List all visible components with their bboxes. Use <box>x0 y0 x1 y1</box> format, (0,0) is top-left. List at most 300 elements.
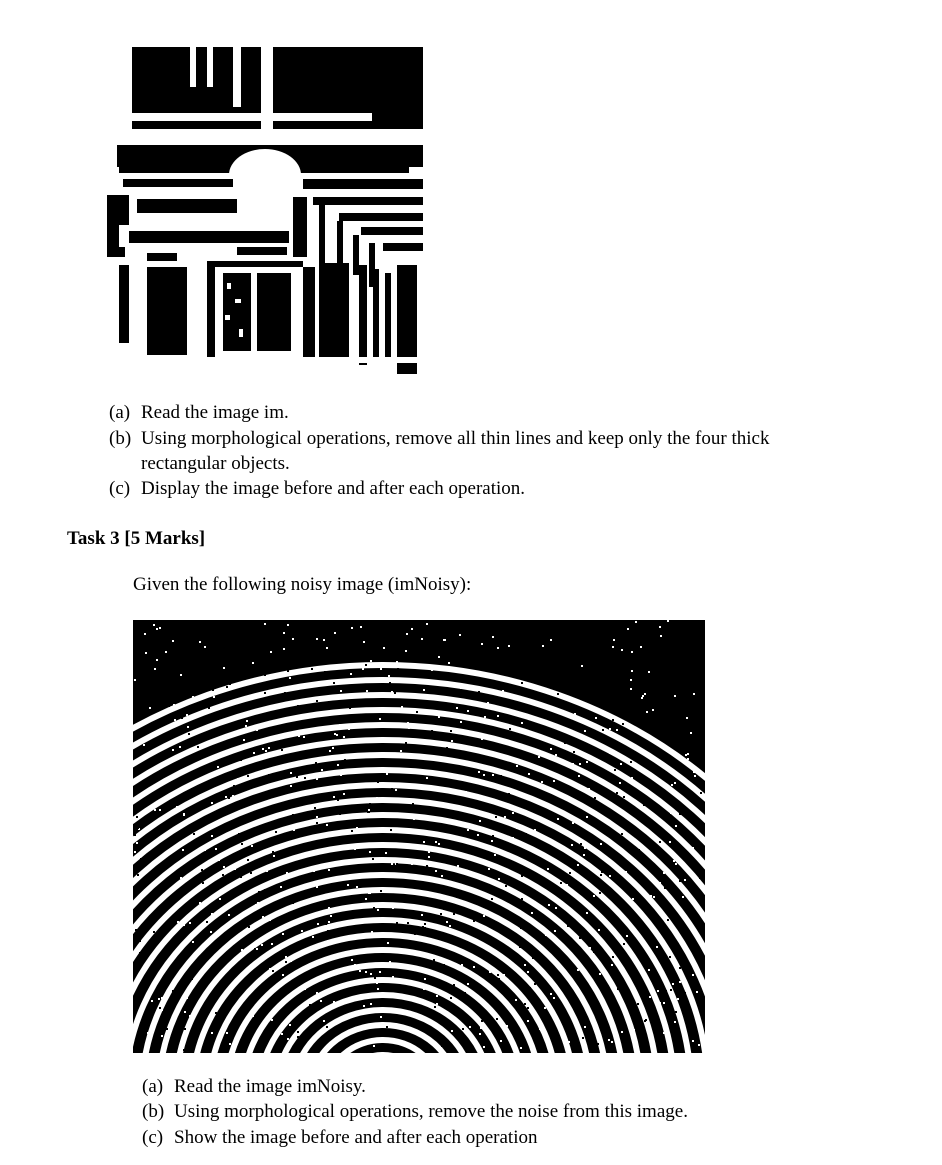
noise-speck <box>264 889 266 891</box>
noise-speck <box>609 728 611 730</box>
noise-speck <box>638 849 640 851</box>
noise-speck <box>479 1033 481 1035</box>
noise-speck <box>663 872 665 874</box>
noise-speck <box>675 1011 677 1013</box>
noise-speck <box>194 845 196 847</box>
noise-speck <box>256 668 258 670</box>
noise-speck <box>182 849 184 851</box>
noise-speck <box>145 652 147 654</box>
noise-speck <box>369 851 371 853</box>
noise-speck <box>565 1023 567 1025</box>
noise-speck <box>515 999 517 1001</box>
noise-speck <box>156 628 158 630</box>
noise-speck <box>370 1003 372 1005</box>
noise-speck <box>424 923 426 925</box>
noise-speck <box>443 908 445 910</box>
noise-speck <box>255 904 257 906</box>
noise-speck <box>441 991 443 993</box>
noise-speck <box>679 981 681 983</box>
noise-speck <box>272 970 274 972</box>
noise-speck <box>672 983 674 985</box>
noise-speck <box>191 760 193 762</box>
noise-speck <box>268 747 270 749</box>
noise-speck <box>599 892 601 894</box>
noise-speck <box>489 971 491 973</box>
noise-speck <box>311 668 313 670</box>
item-text: Read the image imNoisy. <box>174 1076 366 1097</box>
noise-speck <box>243 739 245 741</box>
noise-speck <box>334 733 336 735</box>
noise-speck <box>348 728 350 730</box>
noise-speck <box>625 871 627 873</box>
noise-speck <box>556 890 558 892</box>
noise-speck <box>365 898 367 900</box>
noise-speck <box>187 726 189 728</box>
noise-speck <box>328 907 330 909</box>
noise-speck <box>665 990 667 992</box>
noise-speck <box>492 825 494 827</box>
noise-speck <box>426 740 428 742</box>
noise-speck <box>395 789 397 791</box>
noise-speck <box>631 670 633 672</box>
noise-speck <box>261 944 263 946</box>
noise-speck <box>297 705 299 707</box>
noise-speck <box>436 1003 438 1005</box>
noise-speck <box>547 1026 549 1028</box>
noise-speck <box>641 697 643 699</box>
noise-speck <box>217 766 219 768</box>
item-text: Read the image im. <box>141 402 289 423</box>
noise-speck <box>600 874 602 876</box>
noise-speck <box>135 639 137 641</box>
noise-speck <box>531 912 533 914</box>
noise-speck <box>631 777 633 779</box>
noise-speck <box>599 973 601 975</box>
noise-speck <box>140 858 142 860</box>
noise-speck <box>687 753 689 755</box>
noise-speck <box>264 692 266 694</box>
noise-speck <box>469 1026 471 1028</box>
noise-speck <box>521 898 523 900</box>
noise-speck <box>197 746 199 748</box>
noise-speck <box>213 696 215 698</box>
noise-speck <box>495 816 497 818</box>
noise-speck <box>645 879 647 881</box>
noise-speck <box>686 717 688 719</box>
noise-speck <box>311 1040 313 1042</box>
noise-speck <box>324 671 326 673</box>
noise-speck <box>586 912 588 914</box>
noise-speck <box>438 656 440 658</box>
noise-speck <box>652 709 654 711</box>
noise-speck <box>174 905 176 907</box>
noise-speck <box>316 816 318 818</box>
noise-speck <box>333 796 335 798</box>
noise-speck <box>612 719 614 721</box>
noise-speck <box>431 669 433 671</box>
noise-speck <box>586 816 588 818</box>
noise-speck <box>300 849 302 851</box>
noise-speck <box>247 859 249 861</box>
noise-speck <box>376 653 378 655</box>
noise-speck <box>678 747 680 749</box>
noise-speck <box>460 721 462 723</box>
noise-speck <box>339 815 341 817</box>
noise-speck <box>646 716 648 718</box>
noise-speck <box>211 813 213 815</box>
noise-speck <box>451 740 453 742</box>
noise-speck <box>694 775 696 777</box>
noise-speck <box>406 633 408 635</box>
noise-speck <box>244 988 246 990</box>
noise-speck <box>401 706 403 708</box>
noise-speck <box>252 1015 254 1017</box>
noise-speck <box>336 734 338 736</box>
noise-speck <box>572 763 574 765</box>
noise-speck <box>199 641 201 643</box>
noise-speck <box>228 914 230 916</box>
noise-speck <box>674 713 676 715</box>
noise-speck <box>541 781 543 783</box>
noise-speck <box>326 1026 328 1028</box>
noise-speck <box>676 654 678 656</box>
noise-speck <box>215 848 217 850</box>
noise-speck <box>632 931 634 933</box>
noise-speck <box>434 1006 436 1008</box>
noise-speck <box>579 763 581 765</box>
item-text: Using morphological operations, remove the noise from this image. <box>174 1101 688 1122</box>
noise-speck <box>137 827 139 829</box>
noise-speck <box>572 822 574 824</box>
noise-speck <box>660 631 662 633</box>
noise-speck <box>297 1036 299 1038</box>
noise-speck <box>670 989 672 991</box>
noise-speck <box>165 651 167 653</box>
noise-speck <box>396 922 398 924</box>
noise-speck <box>508 645 510 647</box>
noise-speck <box>183 1049 185 1051</box>
noise-speck <box>373 1045 375 1047</box>
noise-speck <box>423 761 425 763</box>
noise-speck <box>390 881 392 883</box>
noise-speck <box>169 680 171 682</box>
noise-speck <box>588 747 590 749</box>
noise-speck <box>289 1024 291 1026</box>
noise-speck <box>701 658 703 660</box>
noise-speck <box>426 865 428 867</box>
noise-speck <box>257 991 259 993</box>
noise-speck <box>590 830 592 832</box>
noise-speck <box>677 998 679 1000</box>
noise-speck <box>351 690 353 692</box>
noise-speck <box>700 736 702 738</box>
noise-speck <box>323 1020 325 1022</box>
noise-speck <box>192 696 194 698</box>
noise-speck <box>544 1007 546 1009</box>
noise-speck <box>379 971 381 973</box>
item-label: (b) <box>142 1101 165 1122</box>
noise-speck <box>174 719 176 721</box>
noise-speck <box>630 688 632 690</box>
noise-speck <box>675 626 677 628</box>
noise-speck <box>469 897 471 899</box>
noise-speck <box>494 854 496 856</box>
noise-speck <box>630 761 632 763</box>
noise-speck <box>306 641 308 643</box>
noise-speck <box>566 884 568 886</box>
noise-speck <box>430 888 432 890</box>
noise-speck <box>519 673 521 675</box>
noise-speck <box>571 844 573 846</box>
noise-speck <box>583 854 585 856</box>
noise-speck <box>685 754 687 756</box>
noise-speck <box>315 762 317 764</box>
noise-speck <box>476 1034 478 1036</box>
noise-speck <box>351 959 353 961</box>
noise-speck <box>405 650 407 652</box>
noise-speck <box>413 876 415 878</box>
noise-speck <box>664 887 666 889</box>
noise-speck <box>188 979 190 981</box>
noise-speck <box>496 1018 498 1020</box>
noise-speck <box>609 752 611 754</box>
noise-speck <box>557 693 559 695</box>
noise-speck <box>262 916 264 918</box>
noise-speck <box>237 778 239 780</box>
noise-speck <box>459 634 461 636</box>
noise-speck <box>143 927 145 929</box>
noise-speck <box>371 651 373 653</box>
noise-speck <box>528 773 530 775</box>
noise-speck <box>251 845 253 847</box>
noise-speck <box>497 974 499 976</box>
noise-speck <box>269 968 271 970</box>
noise-speck <box>623 962 625 964</box>
noise-speck <box>498 878 500 880</box>
noise-speck <box>512 935 514 937</box>
noise-speck <box>416 1016 418 1018</box>
noise-speck <box>393 930 395 932</box>
noise-speck <box>351 830 353 832</box>
noise-speck <box>527 1020 529 1022</box>
noise-speck <box>456 896 458 898</box>
noise-speck <box>489 800 491 802</box>
noise-speck <box>484 716 486 718</box>
noise-speck <box>663 1032 665 1034</box>
noise-speck <box>287 670 289 672</box>
noise-speck <box>525 1049 527 1051</box>
noise-speck <box>271 1019 273 1021</box>
noise-speck <box>352 1042 354 1044</box>
noise-speck <box>347 820 349 822</box>
noise-speck <box>289 677 291 679</box>
noise-speck <box>679 880 681 882</box>
noise-speck <box>306 818 308 820</box>
noise-speck <box>368 892 370 894</box>
noise-speck <box>622 723 624 725</box>
noise-speck <box>326 824 328 826</box>
noise-speck <box>290 772 292 774</box>
noise-speck <box>648 969 650 971</box>
noise-speck <box>211 1032 213 1034</box>
noise-speck <box>603 674 605 676</box>
noise-speck <box>473 966 475 968</box>
noise-speck <box>183 924 185 926</box>
noise-speck <box>250 872 252 874</box>
noise-speck <box>450 730 452 732</box>
noise-speck <box>334 632 336 634</box>
noise-speck <box>587 876 589 878</box>
noise-speck <box>584 1026 586 1028</box>
noise-speck <box>527 947 529 949</box>
noise-speck <box>298 1002 300 1004</box>
noise-speck <box>297 1031 299 1033</box>
noise-speck <box>601 905 603 907</box>
noise-speck <box>626 935 628 937</box>
noise-speck <box>214 1000 216 1002</box>
noise-speck <box>328 869 330 871</box>
noise-speck <box>550 639 552 641</box>
noise-speck <box>371 931 373 933</box>
noise-speck <box>146 939 148 941</box>
noise-speck <box>360 674 362 676</box>
noise-speck <box>580 839 582 841</box>
noise-speck <box>321 939 323 941</box>
noise-speck <box>673 860 675 862</box>
noise-speck <box>512 837 514 839</box>
noise-speck <box>621 1031 623 1033</box>
noise-speck <box>181 717 183 719</box>
noise-speck <box>147 1032 149 1034</box>
noise-speck <box>407 722 409 724</box>
noise-speck <box>453 984 455 986</box>
noise-speck <box>391 788 393 790</box>
noise-speck <box>326 647 328 649</box>
noise-speck <box>647 1045 649 1047</box>
noise-speck <box>545 755 547 757</box>
noise-speck <box>698 1044 700 1046</box>
noise-speck <box>652 823 654 825</box>
noise-speck <box>424 672 426 674</box>
noise-speck <box>692 1040 694 1042</box>
noise-speck <box>238 772 240 774</box>
noise-speck <box>154 668 156 670</box>
noise-speck <box>461 633 463 635</box>
noise-speck <box>316 886 318 888</box>
noise-speck <box>215 740 217 742</box>
noise-speck <box>568 1041 570 1043</box>
noise-speck <box>333 682 335 684</box>
noise-speck <box>223 880 225 882</box>
noise-speck <box>177 844 179 846</box>
noise-speck <box>349 707 351 709</box>
noise-speck <box>365 703 367 705</box>
noise-speck <box>383 647 385 649</box>
noise-speck <box>428 851 430 853</box>
noise-speck <box>215 1012 217 1014</box>
noise-speck <box>621 649 623 651</box>
noise-speck <box>611 964 613 966</box>
noise-speck <box>316 837 318 839</box>
noise-speck <box>659 626 661 628</box>
noise-speck <box>545 934 547 936</box>
noise-speck <box>637 629 639 631</box>
noise-speck <box>201 869 203 871</box>
noise-speck <box>492 774 494 776</box>
noise-speck <box>332 747 334 749</box>
noise-speck <box>554 649 556 651</box>
noise-speck <box>279 1013 281 1015</box>
noise-speck <box>643 804 645 806</box>
noise-speck <box>555 907 557 909</box>
noise-speck <box>509 728 511 730</box>
noise-speck <box>521 722 523 724</box>
noise-speck <box>632 787 634 789</box>
noise-speck <box>548 904 550 906</box>
noise-speck <box>153 945 155 947</box>
noise-speck <box>340 748 342 750</box>
noise-speck <box>587 730 589 732</box>
noise-speck <box>555 754 557 756</box>
noise-speck <box>541 690 543 692</box>
noise-speck <box>266 870 268 872</box>
noise-speck <box>429 865 431 867</box>
noise-speck <box>557 818 559 820</box>
noise-speck <box>441 875 443 877</box>
noise-speck <box>301 930 303 932</box>
noise-speck <box>351 627 353 629</box>
noise-speck <box>601 871 603 873</box>
noise-speck <box>379 704 381 706</box>
noise-speck <box>380 890 382 892</box>
noise-speck <box>296 776 298 778</box>
noise-speck <box>671 957 673 959</box>
noise-speck <box>508 793 510 795</box>
noise-speck <box>343 793 345 795</box>
noise-speck <box>467 829 469 831</box>
noise-speck <box>159 627 161 629</box>
noise-speck <box>373 907 375 909</box>
noise-speck <box>634 772 636 774</box>
noise-speck <box>500 775 502 777</box>
item-label: (c) <box>109 478 131 499</box>
noise-speck <box>491 898 493 900</box>
noise-speck <box>422 926 424 928</box>
noise-speck <box>372 858 374 860</box>
noise-speck <box>156 659 158 661</box>
noise-speck <box>206 921 208 923</box>
circuit-image <box>107 47 423 374</box>
noise-speck <box>588 788 590 790</box>
noise-speck <box>228 797 230 799</box>
noise-speck <box>283 648 285 650</box>
noise-speck <box>671 784 673 786</box>
noise-speck <box>275 831 277 833</box>
noise-speck <box>144 633 146 635</box>
noise-speck <box>416 943 418 945</box>
noise-speck <box>652 764 654 766</box>
noise-speck <box>478 771 480 773</box>
noise-speck <box>453 913 455 915</box>
noise-speck <box>176 806 178 808</box>
noise-speck <box>520 927 522 929</box>
noise-speck <box>483 915 485 917</box>
noise-speck <box>623 796 625 798</box>
noise-speck <box>384 801 386 803</box>
noise-speck <box>652 657 654 659</box>
noise-speck <box>487 702 489 704</box>
noise-speck <box>623 943 625 945</box>
